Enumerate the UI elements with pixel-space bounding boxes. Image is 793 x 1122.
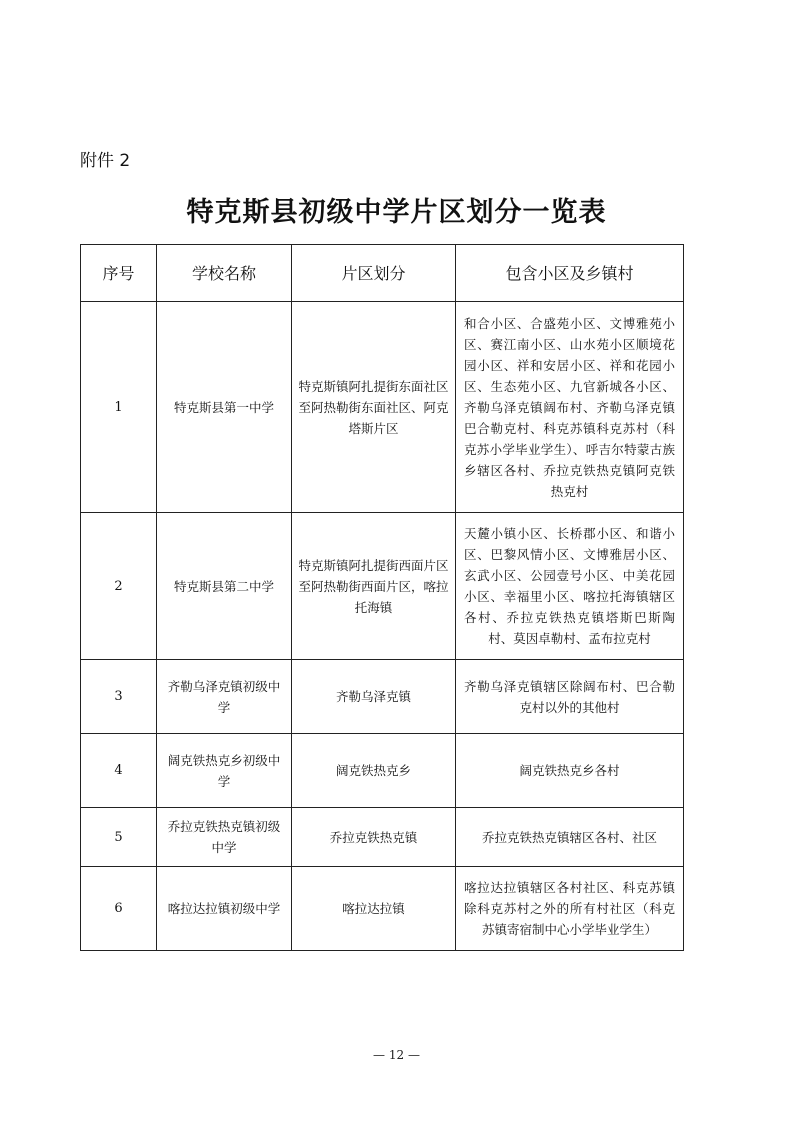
- table-row: [81, 513, 684, 660]
- cell-zone: 特克斯镇阿扎提街西面片区至阿热勒街西面片区，喀拉托海镇: [292, 513, 456, 660]
- table-row: [81, 867, 684, 951]
- cell-includes: 齐勒乌泽克镇辖区除阔布村、巴合勒克村以外的其他村: [456, 660, 684, 734]
- cell-includes: 天麓小镇小区、长桥郡小区、和谐小区、巴黎风情小区、文博雅居小区、玄武小区、公园壹号小区、中美花园小区、幸福里小区、喀拉托海镇辖区各村、乔拉克铁热克镇塔斯巴斯陶村、莫因卓勒村、孟布拉克村: [456, 513, 684, 660]
- cell-no: 1: [81, 302, 157, 513]
- cell-no: 4: [81, 734, 157, 808]
- header-school: 学校名称: [157, 245, 292, 302]
- cell-no: 2: [81, 513, 157, 660]
- page-number: — 12 —: [373, 1048, 420, 1062]
- cell-zone: 齐勒乌泽克镇: [292, 660, 456, 734]
- header-zone: 片区划分: [292, 245, 456, 302]
- cell-zone: 乔拉克铁热克镇: [292, 808, 456, 867]
- cell-includes: 阔克铁热克乡各村: [456, 734, 684, 808]
- cell-no: 5: [81, 808, 157, 867]
- cell-school: 特克斯县第一中学: [157, 302, 292, 513]
- cell-zone: 喀拉达拉镇: [292, 867, 456, 951]
- table-row: [81, 302, 684, 513]
- cell-includes: 喀拉达拉镇辖区各村社区、科克苏镇除科克苏村之外的所有村社区（科克苏镇寄宿制中心小学毕业学生）: [456, 867, 684, 951]
- table-row: [81, 808, 684, 867]
- page-title: 特克斯县初级中学片区划分一览表: [186, 197, 607, 228]
- cell-zone: 阔克铁热克乡: [292, 734, 456, 808]
- cell-no: 6: [81, 867, 157, 951]
- cell-includes: 乔拉克铁热克镇辖区各村、社区: [456, 808, 684, 867]
- cell-school: 特克斯县第二中学: [157, 513, 292, 660]
- table-row: [81, 734, 684, 808]
- cell-no: 3: [81, 660, 157, 734]
- school-zone-table: [80, 244, 684, 951]
- cell-school: 齐勒乌泽克镇初级中学: [157, 660, 292, 734]
- header-no: 序号: [81, 245, 157, 302]
- cell-school: 阔克铁热克乡初级中学: [157, 734, 292, 808]
- cell-school: 喀拉达拉镇初级中学: [157, 867, 292, 951]
- cell-school: 乔拉克铁热克镇初级中学: [157, 808, 292, 867]
- table-header-row: [81, 245, 684, 302]
- attachment-label: 附件 2: [80, 151, 131, 171]
- table-row: [81, 660, 684, 734]
- header-includes: 包含小区及乡镇村: [456, 245, 684, 302]
- cell-includes: 和合小区、合盛苑小区、文博雅苑小区、赛江南小区、山水苑小区顺境花园小区、祥和安居小区、祥和花园小区、生态苑小区、九官新城各小区、齐勒乌泽克镇阔布村、齐勒乌泽克镇巴合勒克村、科克苏镇科克苏村（科克苏小学毕业学生）、呼吉尔特蒙古族乡辖区各村、乔拉克铁热克镇阿克铁热克村: [456, 302, 684, 513]
- cell-zone: 特克斯镇阿扎提街东面社区至阿热勒街东面社区、阿克塔斯片区: [292, 302, 456, 513]
